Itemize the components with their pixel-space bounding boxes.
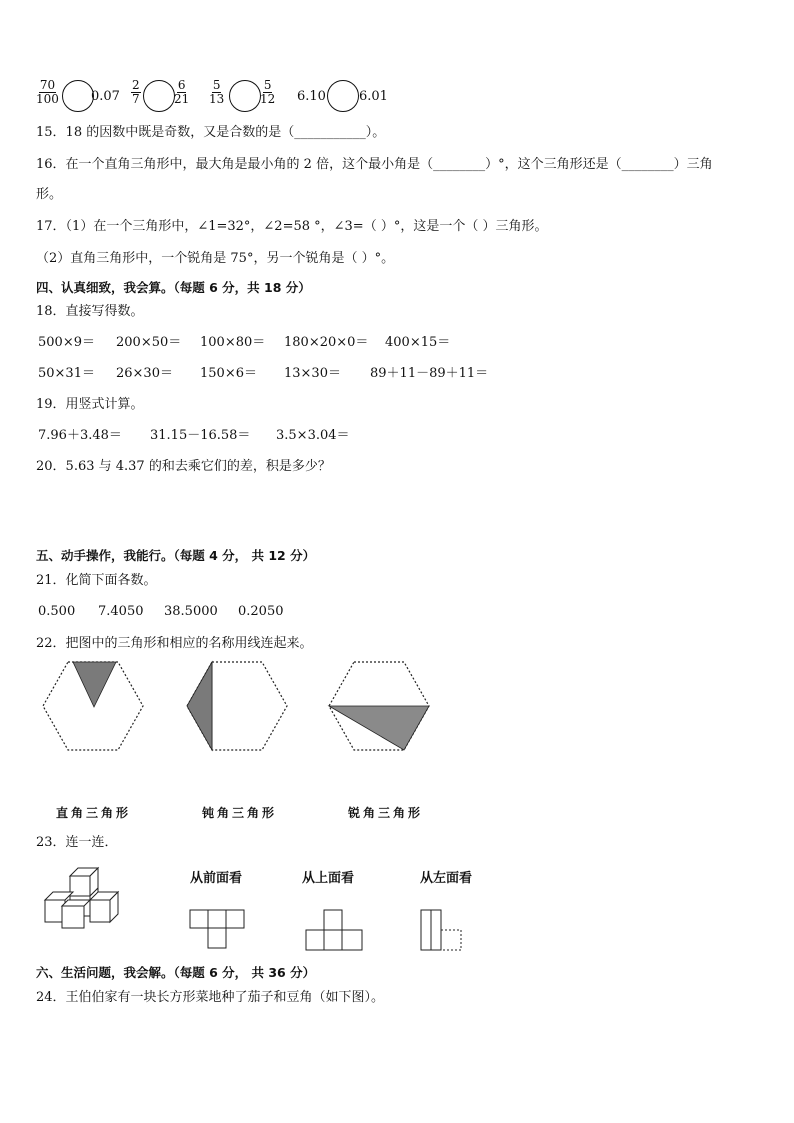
square [306,930,324,950]
question-20: 20．5.63 与 4.37 的和去乘它们的差，积是多少？ [36,459,331,474]
calc-item: 400×15＝ [385,335,451,350]
answer-blank[interactable]: ___________ [294,125,366,140]
value-6-10: 6.10 [297,89,326,104]
calc-item: 500×9＝ [38,335,95,350]
view-left-shape[interactable] [421,910,461,950]
view-top-shape[interactable] [306,910,362,950]
denominator: 7 [132,92,140,106]
question-16-line1: 16．在一个直角三角形中，最大角是最小角的 2 倍，这个最小角是（________）°，这个三角形还是（________）三角 [36,157,713,172]
dashed-square [441,930,461,950]
section-5-title: 五、动手操作，我能行。（每题 4 分， 共 12 分） [36,548,316,563]
view-label-top: 从上面看 [302,871,355,886]
denominator: 13 [209,92,225,106]
denominator: 21 [174,92,190,106]
label-right-triangle[interactable]: 直角三角形 [56,806,132,820]
value-6-01: 6.01 [359,89,388,104]
section-6-title: 六、生活问题，我会解。（每题 6 分， 共 36 分） [36,965,316,980]
decimal-item: 0.500 [38,604,76,619]
calc-item: 89＋11－89＋11＝ [370,366,489,381]
square [324,930,342,950]
value-0-07: 0.07 [91,89,120,104]
cube-top-face [45,892,73,900]
square [226,910,244,928]
numerator: 6 [177,78,186,92]
label-obtuse-triangle[interactable]: 钝角三角形 [202,806,278,820]
square [342,930,362,950]
question-24: 24．王伯伯家有一块长方形菜地种了茄子和豆角（如下图）。 [36,990,385,1005]
decimal-item: 0.2050 [238,604,284,619]
question-17-part2: （2）直角三角形中，一个锐角是 75°，另一个锐角是（ ）°。 [36,251,395,266]
question-22-title: 22．把图中的三角形和相应的名称用线连起来。 [36,636,313,651]
square [190,910,208,928]
cube-front [62,906,84,928]
question-15-end: ）。 [365,125,386,140]
vertical-calc-item: 3.5×3.04＝ [276,428,350,443]
square [324,910,342,930]
question-23-title: 23．连一连． [36,835,118,850]
numerator: 2 [132,78,140,92]
vertical-calc-item: 7.96＋3.48＝ [38,428,122,443]
cube-right [90,900,110,922]
view-label-front: 从前面看 [190,871,243,886]
denominator: 12 [260,92,276,106]
calc-item: 26×30＝ [116,366,173,381]
square [208,928,226,948]
decimal-item: 7.4050 [98,604,144,619]
numerator: 5 [212,78,221,92]
calc-item: 100×80＝ [200,335,266,350]
decimal-item: 38.5000 [164,604,218,619]
calc-item: 200×50＝ [116,335,182,350]
calc-item: 13×30＝ [284,366,341,381]
square [208,910,226,928]
view-front-shape[interactable] [190,910,244,948]
label-acute-triangle[interactable]: 锐角三角形 [348,806,424,820]
question-21-title: 21．化简下面各数。 [36,573,157,588]
calc-item: 180×20×0＝ [284,335,369,350]
denominator: 100 [36,92,59,106]
numerator: 70 [39,78,56,92]
cube-back-top [70,876,90,896]
question-19-title: 19．用竖式计算。 [36,397,144,412]
cube-stack [45,868,118,928]
question-18-title: 18．直接写得数。 [36,304,144,319]
question-17-part1: 17．（1）在一个三角形中，∠1=32°，∠2=58 °，∠3=（ ）°，这是一个（ ）三角形。 [36,219,548,234]
view-label-left: 从左面看 [420,871,473,886]
numerator: 5 [263,78,272,92]
vertical-calc-item: 31.15－16.58＝ [150,428,251,443]
calc-item: 150×6＝ [200,366,257,381]
question-16-line2: 形。 [36,187,63,202]
section-4-title: 四、认真细致，我会算。（每题 6 分，共 18 分） [36,280,311,295]
question-15-text: 15．18 的因数中既是奇数，又是合数的是（ [36,125,295,140]
calc-item: 50×31＝ [38,366,95,381]
